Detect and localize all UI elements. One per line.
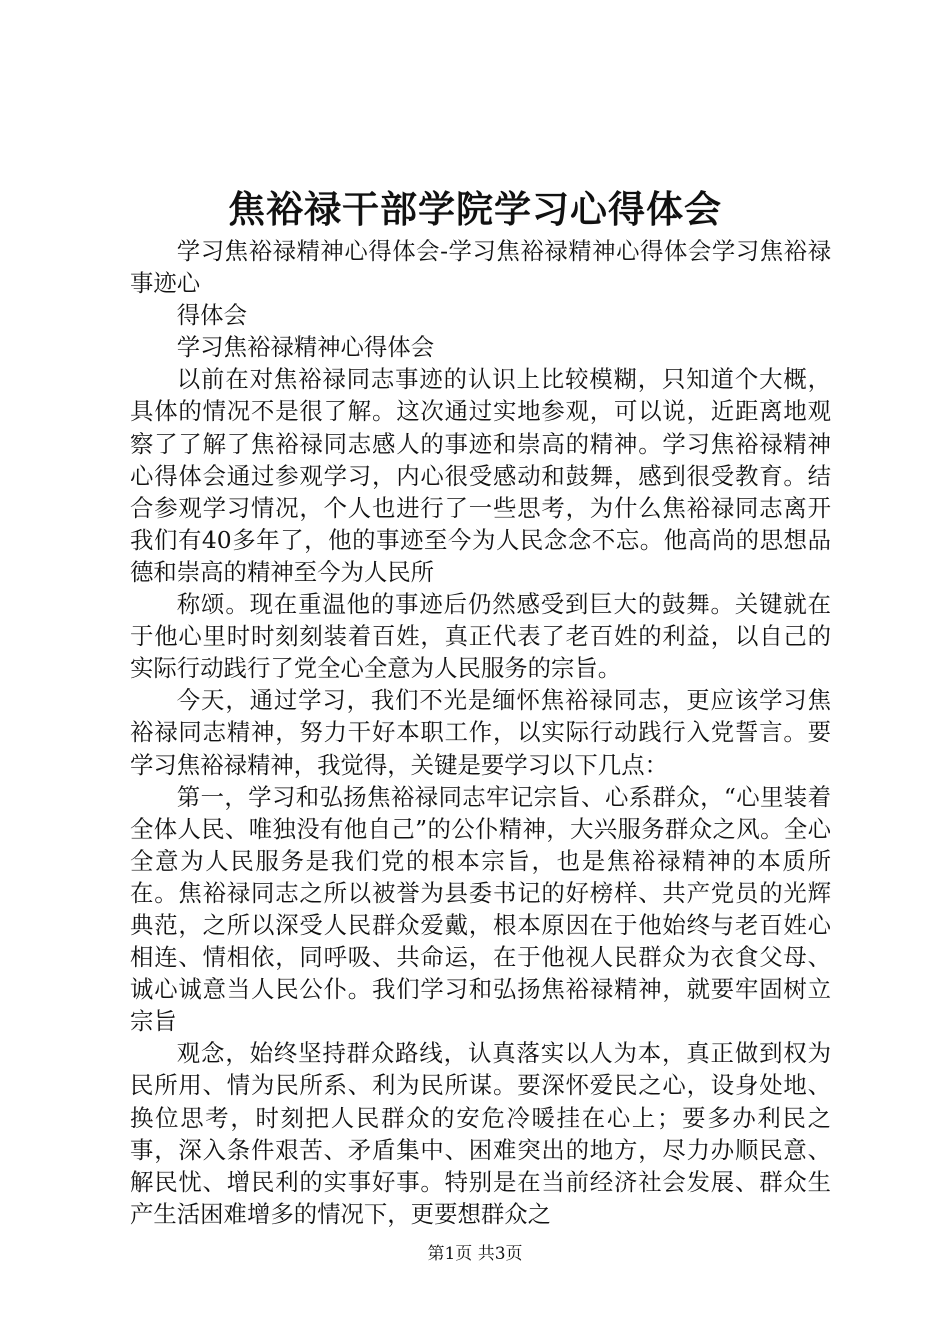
paragraph-4: 以前在对焦裕禄同志事迹的认识上比较模糊，只知道个大概，具体的情况不是很了解。这次通过实地参观，可以说，近距离地观察了了解了焦裕禄同志感人的事迹和崇高的精神。学习焦裕禄精神心得体会通过参观学习，内心很受感动和鼓舞，感到很受教育。结合参观学习情况，个人也进行了一些思考，为什么焦裕禄同志离开我们有40多年了，他的事迹至今为人民念念不忘。他高尚的思想品德和崇高的精神至今为人民所	[130, 365, 831, 586]
paragraph-5: 称颂。现在重温他的事迹后仍然感受到巨大的鼓舞。关键就在于他心里时时刻刻装着百姓，真正代表了老百姓的利益，以自己的实际行动践行了党全心全意为人民服务的宗旨。	[130, 590, 831, 683]
paragraph-2: 得体会	[176, 301, 247, 330]
document-title: 焦裕禄干部学院学习心得体会	[228, 187, 722, 231]
document-body	[130, 235, 831, 1230]
paragraph-6: 今天，通过学习，我们不光是缅怀焦裕禄同志，更应该学习焦裕禄同志精神，努力干好本职工作，以实际行动践行入党誓言。要学习焦裕禄精神，我觉得，关键是要学习以下几点：	[130, 686, 831, 779]
paragraph-1: 学习焦裕禄精神心得体会-学习焦裕禄精神心得体会学习焦裕禄事迹心	[130, 237, 831, 298]
paragraph-8: 观念，始终坚持群众路线，认真落实以人为本，真正做到权为民所用、情为民所系、利为民所谋。要深怀爱民之心，设身处地、换位思考，时刻把人民群众的安危冷暖挂在心上；要多办利民之事，深入条件艰苦、矛盾集中、困难突出的地方，尽力办顺民意、解民忧、增民利的实事好事。特别是在当前经济社会发展、群众生产生活困难增多的情况下，更要想群众之	[130, 1039, 831, 1228]
paragraph-3: 学习焦裕禄精神心得体会	[176, 333, 435, 362]
page-footer	[0, 1242, 950, 1266]
paragraph-7: 第一，学习和弘扬焦裕禄同志牢记宗旨、心系群众，“心里装着全体人民、唯独没有他自己”的公仆精神，大兴服务群众之风。全心全意为人民服务是我们党的根本宗旨，也是焦裕禄精神的本质所在。焦裕禄同志之所以被誉为县委书记的好榜样、共产党员的光辉典范，之所以深受人民群众爱戴，根本原因在于他始终与老百姓心相连、情相依，同呼吸、共命运，在于他视人民群众为衣食父母、诚心诚意当人民公仆。我们学习和弘扬焦裕禄精神，就要牢固树立宗旨	[130, 782, 831, 1036]
page-indicator: 第1页 共3页	[427, 1244, 523, 1264]
